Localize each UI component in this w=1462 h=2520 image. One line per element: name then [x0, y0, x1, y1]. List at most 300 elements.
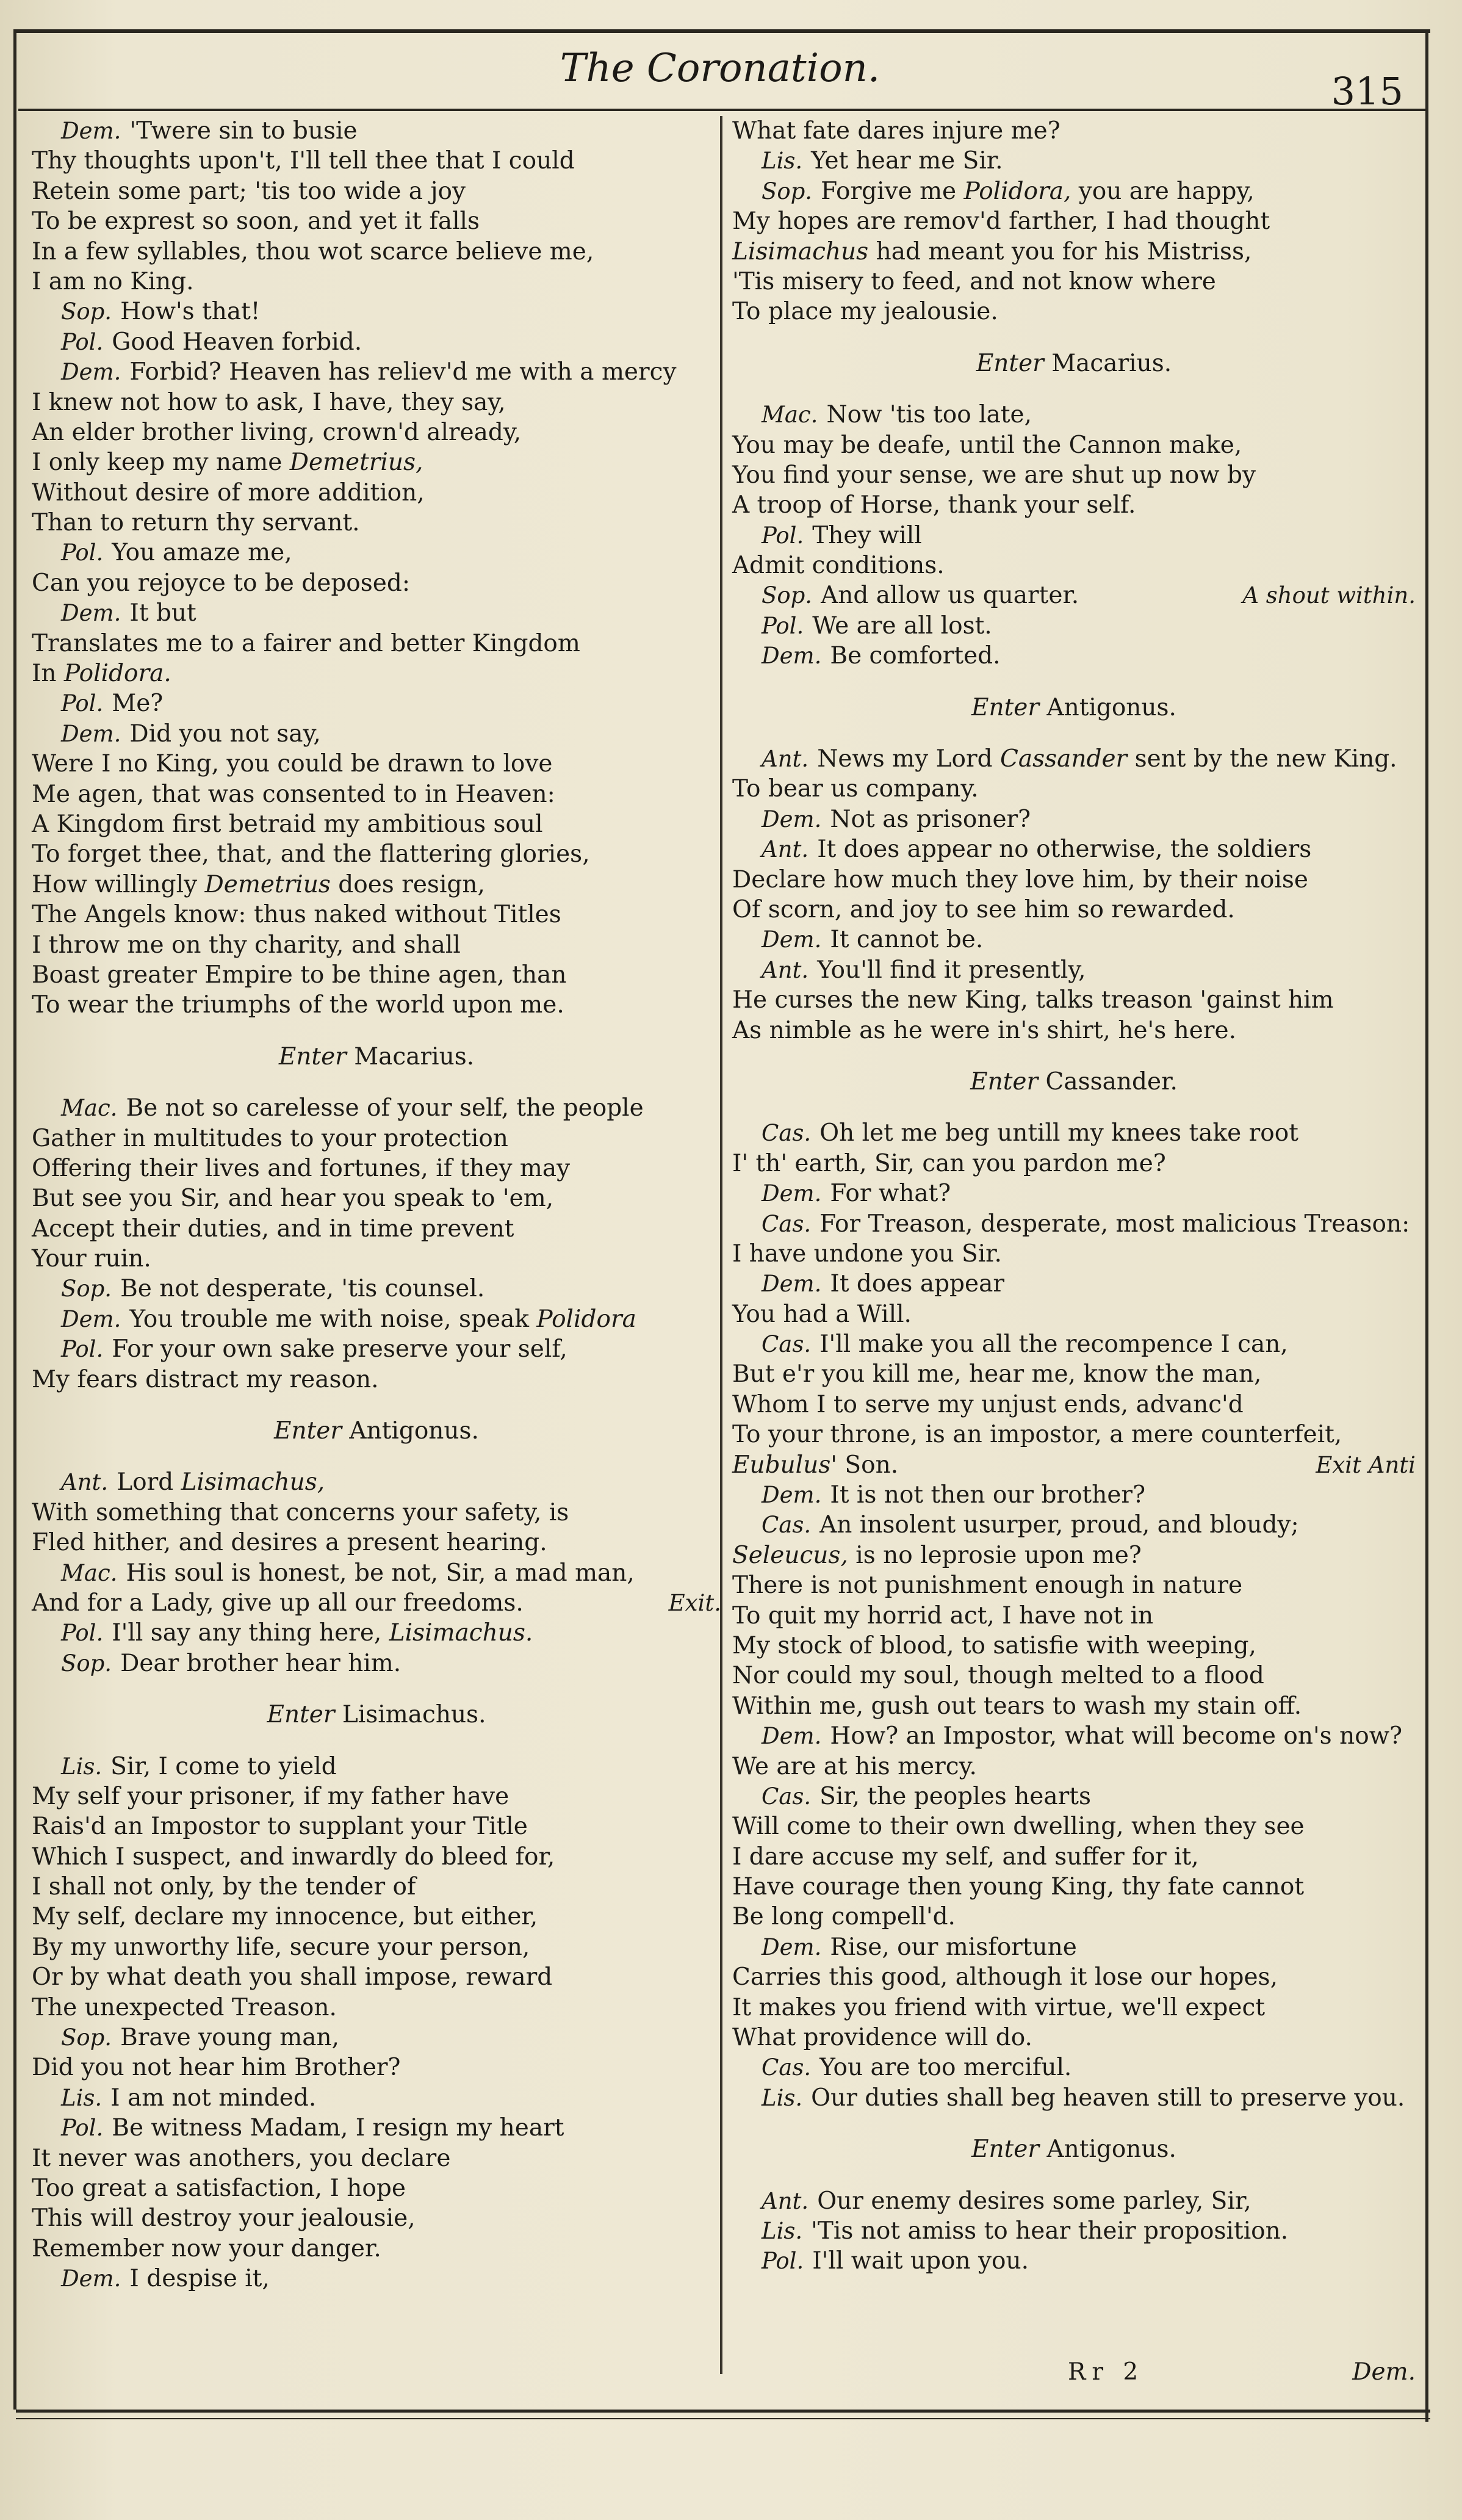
line-text: You may be deafe, until the Cannon make, [732, 431, 1242, 459]
verse-line [32, 1498, 721, 1528]
speaker-name: Cas. [762, 1783, 812, 1810]
verse-line [732, 237, 1416, 267]
verse-line [732, 460, 1416, 490]
line-text: For your own sake preserve your self, [112, 1335, 567, 1363]
speaker-name: Dem. [762, 1933, 822, 1960]
verse-line [32, 1872, 721, 1902]
line-text: We are at his mercy. [732, 1752, 977, 1780]
stage-enter-word: Enter [278, 1042, 355, 1070]
line-gap [732, 1045, 1416, 1067]
verse-line [732, 1450, 1416, 1480]
line-text: I dare accuse my self, and suffer for it, [732, 1843, 1199, 1871]
line-text: My self your prisoner, if my father have [32, 1782, 510, 1810]
verse-line [732, 490, 1416, 520]
line-gap [32, 1072, 721, 1093]
verse-line [732, 1420, 1416, 1450]
line-text: My self, declare my innocence, but either, [32, 1903, 538, 1931]
stage-enter-word: Enter [267, 1701, 342, 1729]
verse-line [32, 1365, 721, 1395]
line-gap [32, 1678, 721, 1700]
speaker-name: Cas. [762, 1120, 812, 1147]
line-text: You are too merciful. [819, 2054, 1072, 2082]
speaker-name: Ant. [762, 836, 809, 863]
line-text: This will destroy your jealousie, [32, 2204, 416, 2233]
speech-line [32, 116, 721, 146]
line-text: And for a Lady, give up all our freedoms. [32, 1589, 524, 1617]
stage-character: Macarius. [1051, 349, 1172, 377]
speech-line [732, 925, 1416, 955]
line-text: I throw me on thy charity, and shall [32, 931, 461, 959]
verse-line [732, 1390, 1416, 1420]
line-text: Good Heaven forbid. [112, 328, 362, 356]
speaker-name: Cas. [762, 1210, 812, 1237]
line-gap [732, 671, 1416, 693]
speech-line [732, 400, 1416, 430]
speaker-name: Dem. [61, 600, 121, 627]
verse-line [32, 1962, 721, 1992]
margin-stage-note: Exit Anti [1316, 1451, 1416, 1478]
verse-line [32, 2234, 721, 2264]
line-text: Nor could my soul, though melted to a flood [732, 1662, 1264, 1690]
verse-line [32, 417, 721, 447]
verse-line [32, 568, 721, 598]
line-text: Son. [844, 1451, 899, 1479]
line-text: Gather in multitudes to your protection [32, 1124, 508, 1152]
line-text: There is not punishment enough in nature [732, 1572, 1243, 1600]
line-text: Oh let me beg untill my knees take root [819, 1119, 1298, 1147]
line-text: How? an Impostor, what will become on's now? [830, 1722, 1402, 1750]
line-text: Rais'd an Impostor to supplant your Title [32, 1813, 528, 1841]
verse-line [32, 870, 721, 900]
speaker-name: Sop. [61, 1276, 112, 1302]
speaker-name: Ant. [762, 2187, 809, 2214]
speaker-name: Pol. [762, 2248, 804, 2275]
verse-line [732, 1993, 1416, 2023]
speech-line [732, 641, 1416, 671]
speaker-name: Pol. [61, 328, 104, 355]
speech-line [732, 744, 1416, 774]
verse-line [732, 1540, 1416, 1570]
speaker-name: Cas. [762, 1331, 812, 1358]
verse-line [732, 1962, 1416, 1992]
verse-line [732, 1661, 1416, 1691]
verse-line [32, 1993, 721, 2023]
speaker-name: Lis. [61, 1753, 103, 1780]
verse-line [32, 1588, 721, 1618]
verse-line [32, 1124, 721, 1153]
page-footer [732, 2357, 1416, 2388]
verse-line [32, 146, 721, 176]
verse-line [32, 960, 721, 990]
verse-line [732, 1811, 1416, 1841]
line-text: I have undone you Sir. [732, 1240, 1002, 1268]
line-text: He curses the new King, talks treason 'gainst him [732, 986, 1334, 1014]
line-text: Sir, the peoples hearts [819, 1782, 1091, 1810]
line-text: Dear brother hear him. [120, 1649, 402, 1677]
speech-line [32, 1274, 721, 1304]
line-text: I shall not only, by the tender of [32, 1873, 416, 1901]
verse-line [32, 1842, 721, 1872]
italic-name: Cassander [992, 745, 1128, 773]
speech-line [32, 1304, 721, 1334]
speech-line [732, 1480, 1416, 1510]
line-text: Me? [112, 690, 164, 718]
line-text: I am not minded. [110, 2084, 317, 2112]
line-gap [732, 327, 1416, 348]
line-text: It does appear no otherwise, the soldiers [817, 836, 1312, 864]
verse-line [32, 1811, 721, 1841]
speaker-name: Dem. [762, 1723, 822, 1750]
line-text: My fears distract my reason. [32, 1365, 379, 1393]
verse-line [32, 1153, 721, 1183]
speaker-name: Lis. [762, 148, 803, 175]
stage-character: Lisimachus. [342, 1701, 486, 1729]
verse-line [32, 267, 721, 297]
stage-enter-word: Enter [970, 1067, 1046, 1096]
line-text: Now 'tis too late, [826, 401, 1032, 429]
signature-mark: Rr 2 [1068, 2358, 1145, 2386]
header-rule [18, 109, 1428, 111]
stage-character: Macarius. [354, 1042, 475, 1070]
stage-direction [732, 348, 1416, 378]
line-text: I'll make you all the recompence I can, [819, 1330, 1288, 1359]
speech-line [732, 1118, 1416, 1148]
verse-line [32, 447, 721, 477]
speaker-name: Dem. [61, 359, 121, 386]
verse-line [32, 2203, 721, 2233]
stage-enter-word: Enter [971, 2136, 1047, 2164]
line-text: A troop of Horse, thank your self. [732, 491, 1136, 519]
stage-direction [32, 1700, 721, 1730]
speech-line [732, 176, 1416, 206]
verse-line [32, 990, 721, 1020]
verse-line [732, 297, 1416, 327]
verse-line [32, 1183, 721, 1213]
verse-line [732, 1149, 1416, 1179]
line-text: Within me, gush out tears to wash my stain off. [732, 1692, 1302, 1720]
speech-line [32, 1618, 721, 1648]
line-text: It makes you friend with virtue, we'll expect [732, 1993, 1265, 2021]
line-text: You'll find it presently, [817, 956, 1086, 984]
verse-line [32, 1528, 721, 1558]
italic-name: Seleucus, [732, 1541, 856, 1569]
line-text: Yet hear me Sir. [811, 147, 1003, 175]
line-text: To bear us company. [732, 775, 979, 803]
line-text: But e'r you kill me, hear me, know the man, [732, 1360, 1262, 1388]
line-text: I'll wait upon you. [812, 2247, 1029, 2275]
speech-line [32, 1648, 721, 1678]
line-text: I despise it, [129, 2265, 270, 2293]
stage-direction [732, 2134, 1416, 2164]
verse-line [732, 1752, 1416, 1782]
italic-name: Polidora [529, 1305, 636, 1333]
line-text: In [32, 660, 57, 688]
verse-line [732, 865, 1416, 895]
line-text: Too great a satisfaction, I hope [32, 2175, 406, 2202]
verse-line [732, 206, 1416, 236]
speaker-name: Ant. [61, 1469, 109, 1496]
line-text: To quit my horrid act, I have not in [732, 1601, 1154, 1630]
line-text: To place my jealousie. [732, 298, 998, 326]
line-text: To be exprest so soon, and yet it falls [32, 208, 480, 236]
speaker-name: Ant. [762, 956, 809, 983]
line-text: Or by what death you shall impose, reward [32, 1963, 553, 1991]
speaker-name: Dem. [61, 720, 121, 747]
line-text: It never was anothers, you declare [32, 2144, 451, 2172]
line-text: His soul is honest, be not, Sir, a mad man, [126, 1559, 635, 1587]
verse-line [32, 629, 721, 659]
speaker-name: Dem. [61, 118, 121, 144]
verse-line [732, 1239, 1416, 1269]
line-text: Fled hither, and desires a present hearing. [32, 1529, 547, 1557]
line-text: Will come to their own dwelling, when they see [732, 1813, 1305, 1841]
line-text: The Angels know: thus naked without Titles [32, 901, 561, 929]
left-text-column [32, 116, 721, 2294]
line-text: You had a Will. [732, 1300, 912, 1328]
line-text: You find your sense, we are shut up now by [732, 461, 1256, 489]
line-text: Did you not say, [129, 720, 321, 748]
speech-line [732, 2186, 1416, 2216]
speech-line [732, 1510, 1416, 1540]
line-text: For what? [830, 1180, 951, 1208]
verse-line [732, 1570, 1416, 1600]
line-text: Were I no King, you could be drawn to love [32, 750, 553, 778]
speaker-name: Lis. [762, 2084, 803, 2111]
line-text: Be long compell'd. [732, 1903, 956, 1931]
speaker-name: Mac. [61, 1095, 118, 1122]
line-text: Be witness Madam, I resign my heart [112, 2114, 564, 2142]
line-text: Brave young man, [120, 2024, 339, 2052]
speaker-name: Pol. [762, 522, 804, 549]
verse-line [732, 1016, 1416, 1045]
speaker-name: Sop. [762, 582, 813, 609]
line-gap [32, 1395, 721, 1416]
speaker-name: Dem. [61, 1305, 121, 1332]
line-text: had meant you for his Mistriss, [876, 237, 1252, 265]
line-text: Retein some part; 'tis too wide a joy [32, 177, 466, 205]
line-text: They will [812, 521, 922, 549]
verse-line [32, 749, 721, 779]
line-text: For Treason, desperate, most malicious Treason: [819, 1210, 1410, 1238]
running-title: The Coronation. [560, 46, 880, 91]
line-text: Be not so carelesse of your self, the people [126, 1094, 644, 1122]
italic-name: Demetrius [197, 870, 331, 898]
speech-line [732, 804, 1416, 834]
speech-line [32, 297, 721, 327]
line-text: I knew not how to ask, I have, they say, [32, 388, 506, 416]
speech-line [732, 1932, 1416, 1962]
line-text: How's that! [120, 298, 261, 326]
line-gap [732, 1097, 1416, 1118]
right-text-column [732, 116, 1416, 2276]
speech-line [732, 1721, 1416, 1751]
verse-line [32, 206, 721, 236]
speaker-name: Pol. [61, 1620, 104, 1647]
stage-character: Antigonus. [349, 1417, 479, 1445]
line-text: Without desire of more addition, [32, 478, 425, 507]
line-text-cont: sent by the new King. [1127, 745, 1397, 773]
line-text-cont: you are happy, [1071, 177, 1255, 205]
verse-line [732, 1299, 1416, 1329]
italic-name: Lisimachus, [173, 1468, 325, 1496]
speech-line [32, 598, 721, 628]
stage-direction [732, 1067, 1416, 1097]
verse-line [32, 1214, 721, 1244]
bottom-border-rule [16, 2410, 1430, 2413]
verse-line [732, 2023, 1416, 2052]
line-text: News my Lord [817, 745, 993, 773]
line-text: An insolent usurper, proud, and bloudy; [819, 1511, 1299, 1539]
verse-line [32, 2052, 721, 2082]
line-text: Rise, our misfortune [830, 1933, 1077, 1961]
line-text: Me agen, that was consented to in Heaven: [32, 780, 555, 808]
speaker-name: Pol. [762, 612, 804, 639]
line-text: By my unworthy life, secure your person, [32, 1933, 530, 1961]
verse-line [32, 809, 721, 839]
speaker-name: Lis. [762, 2218, 803, 2244]
line-text: I'll say any thing here, [112, 1619, 382, 1647]
line-gap [32, 1020, 721, 1042]
line-text: Which I suspect, and inwardly do bleed for, [32, 1843, 555, 1871]
speech-line [32, 538, 721, 568]
verse-line [32, 237, 721, 267]
verse-line [732, 1691, 1416, 1721]
line-text: What fate dares injure me? [732, 117, 1060, 145]
line-text: Remember now your danger. [32, 2234, 381, 2262]
line-text: Whom I to serve my unjust ends, advanc'd [732, 1390, 1244, 1418]
speech-line [732, 611, 1416, 641]
stage-direction [32, 1416, 721, 1446]
speaker-name: Mac. [762, 402, 818, 428]
line-text: Carries this good, although it lose our hopes, [732, 1963, 1278, 1991]
line-text: Have courage then young King, thy fate cannot [732, 1873, 1305, 1901]
line-text: With something that concerns your safety, is [32, 1498, 569, 1526]
line-gap [732, 723, 1416, 744]
line-gap [732, 378, 1416, 400]
stage-enter-word: Enter [274, 1417, 350, 1445]
italic-name: Polidora. [56, 660, 171, 688]
line-text: It cannot be. [830, 926, 984, 954]
line-text: A Kingdom first betraid my ambitious soul [32, 810, 543, 838]
speech-line [32, 1467, 721, 1497]
page-number: 315 [1331, 69, 1403, 114]
speaker-name: Dem. [762, 1180, 822, 1207]
speech-line [732, 2083, 1416, 2113]
speech-line [32, 2264, 721, 2294]
speech-line [732, 1179, 1416, 1208]
verse-line [32, 2173, 721, 2203]
speaker-name: Dem. [762, 1482, 822, 1509]
speaker-name: Sop. [61, 2024, 112, 2051]
speech-line [732, 1269, 1416, 1299]
verse-line [32, 508, 721, 538]
line-text: Our duties shall beg heaven still to preserve you. [811, 2084, 1405, 2112]
line-text: 'Tis not amiss to hear their proposition. [811, 2217, 1289, 2245]
line-text: How willingly [32, 870, 198, 898]
verse-line [732, 1872, 1416, 1902]
speech-line [32, 1558, 721, 1588]
verse-line [32, 900, 721, 930]
stage-direction [32, 1042, 721, 1072]
top-border-rule [13, 29, 1430, 33]
line-text: But see you Sir, and hear you speak to 'em, [32, 1185, 554, 1213]
verse-line [32, 388, 721, 417]
speaker-name: Dem. [61, 2265, 121, 2292]
line-text: You amaze me, [112, 539, 292, 567]
italic-name: Eubulus' [732, 1451, 845, 1479]
speech-line [732, 2216, 1416, 2246]
stage-enter-word: Enter [971, 693, 1047, 721]
verse-line [732, 1842, 1416, 1872]
speech-line [32, 357, 721, 387]
verse-line [32, 478, 721, 508]
line-text: I only keep my name [32, 449, 283, 477]
line-text: Sir, I come to yield [110, 1752, 337, 1780]
speech-line [732, 834, 1416, 864]
italic-name: Demetrius, [282, 449, 423, 477]
speech-line [32, 688, 721, 718]
stage-character: Antigonus. [1046, 693, 1176, 721]
speaker-name: Pol. [61, 2115, 104, 2142]
line-gap [732, 2165, 1416, 2186]
line-text: Admit conditions. [732, 552, 945, 580]
speaker-name: Pol. [61, 1336, 104, 1363]
line-text: Translates me to a fairer and better Kingdom [32, 629, 580, 657]
line-text: Declare how much they love him, by their noise [732, 865, 1308, 894]
speech-line [732, 2052, 1416, 2082]
verse-line [32, 659, 721, 688]
line-text: It but [129, 599, 196, 627]
italic-name: Lisimachus. [381, 1619, 533, 1647]
left-border-rule [13, 29, 16, 2410]
line-text: Accept their duties, and in time prevent [32, 1215, 514, 1243]
speech-line [32, 719, 721, 749]
line-text: My hopes are remov'd farther, I had thought [732, 208, 1270, 236]
speech-line [732, 2246, 1416, 2276]
line-text: Be comforted. [830, 642, 1001, 670]
verse-line [32, 176, 721, 206]
verse-line [32, 930, 721, 960]
line-text: To forget thee, that, and the flattering glories, [32, 840, 590, 868]
line-text: What providence will do. [732, 2024, 1032, 2052]
verse-line [32, 1782, 721, 1811]
verse-line [732, 774, 1416, 804]
line-text: Can you rejoyce to be deposed: [32, 569, 410, 597]
speaker-name: Cas. [762, 2054, 812, 2081]
verse-line [732, 1902, 1416, 1932]
stage-enter-word: Enter [976, 349, 1052, 377]
line-text: In a few syllables, thou wot scarce believe me, [32, 237, 594, 265]
speaker-name: Pol. [61, 540, 104, 566]
right-border-rule [1425, 29, 1428, 2422]
speech-line [32, 1334, 721, 1364]
bottom-border-rule-thin [16, 2418, 1430, 2419]
speaker-name: Lis. [61, 2084, 103, 2111]
speech-line [32, 1093, 721, 1123]
speech-line [732, 1209, 1416, 1239]
speaker-name: Sop. [61, 298, 112, 325]
line-text: I am no King. [32, 267, 194, 295]
line-text: 'Twere sin to busie [129, 117, 358, 145]
verse-line [732, 1631, 1416, 1661]
speaker-name: Dem. [762, 1271, 822, 1298]
line-text: 'Tis misery to feed, and not know where [732, 267, 1216, 295]
verse-line [732, 267, 1416, 297]
verse-line [732, 116, 1416, 146]
line-text: is no leprosie upon me? [855, 1541, 1142, 1569]
speaker-name: Dem. [762, 643, 822, 670]
speech-line [732, 1329, 1416, 1359]
